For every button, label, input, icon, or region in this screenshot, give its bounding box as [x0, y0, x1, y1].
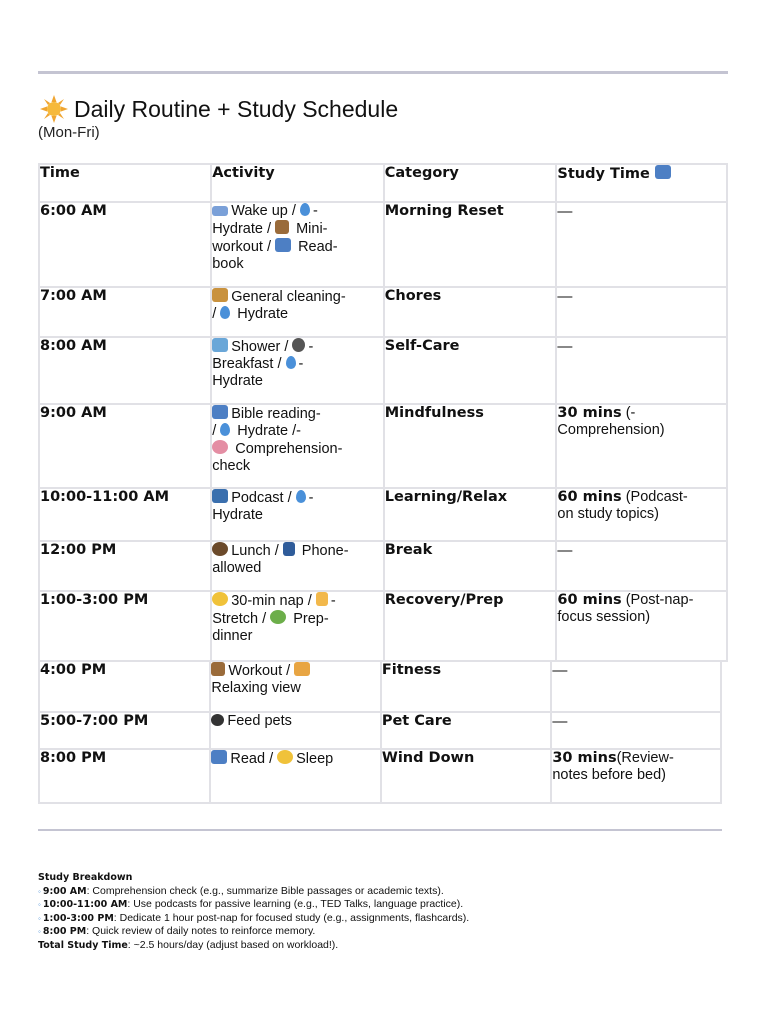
breakdown-total [38, 939, 469, 953]
row-category: Break [384, 541, 557, 591]
breakdown-time: 8:00 PM [42, 926, 87, 938]
activity-text: Bible reading- [231, 406, 321, 422]
weightlifter-icon [275, 220, 289, 234]
book-icon [655, 165, 671, 179]
study-time-value: 30 mins [557, 405, 622, 421]
row-time: 12:00 PM [39, 541, 211, 591]
water-drop-icon [300, 203, 310, 216]
breakdown-total-text: : ~2.5 hours/day (adjust based on workload!). [127, 938, 339, 951]
activity-text: check [212, 458, 251, 474]
activity-text: Hydrate /- [233, 423, 301, 439]
activity-text: - [312, 203, 318, 219]
row-time: 4:00 PM [39, 661, 210, 712]
table-row [39, 661, 721, 712]
landscape-icon [294, 662, 310, 676]
row-category: Recovery/Prep [384, 591, 557, 661]
row-activity [211, 337, 384, 404]
breakdown-time: 10:00-11:00 AM [42, 899, 128, 911]
row-category: Mindfulness [384, 404, 557, 488]
bullet-icon: ◦ [38, 927, 41, 937]
activity-text: dinner [212, 628, 253, 644]
salad-icon [270, 610, 286, 624]
header-time: Time [39, 164, 211, 202]
row-study-time [556, 337, 727, 404]
row-time: 9:00 AM [39, 404, 211, 488]
row-category: Chores [384, 287, 557, 337]
study-time-note: on study topics) [557, 506, 659, 522]
table-header-row [39, 164, 727, 202]
activity-text: - [308, 490, 314, 506]
brain-icon [212, 440, 228, 454]
row-category: Pet Care [381, 712, 551, 749]
title-row [40, 95, 398, 123]
table-row [39, 488, 727, 541]
schedule-table-upper [38, 163, 728, 662]
activity-text: / [212, 423, 221, 439]
study-time-value: 60 mins [557, 592, 622, 608]
schedule-table-lower [38, 660, 722, 804]
activity-text: - [308, 339, 314, 355]
row-time: 10:00-11:00 AM [39, 488, 211, 541]
breakdown-item [38, 912, 469, 926]
row-category: Morning Reset [384, 202, 557, 287]
breakdown-time: 1:00-3:00 PM [42, 912, 114, 924]
table-row [39, 287, 727, 337]
bullet-icon: ◦ [38, 900, 41, 910]
activity-text: Comprehension- [231, 441, 343, 457]
activity-text: Workout / [228, 663, 295, 679]
breakdown-item [38, 898, 469, 912]
row-activity [211, 541, 384, 591]
activity-text: workout / [212, 239, 276, 255]
row-activity [210, 749, 380, 803]
breakdown-text: : Quick review of daily notes to reinforce memory. [86, 925, 316, 938]
activity-text: / [212, 306, 221, 322]
activity-text: allowed [212, 560, 262, 576]
water-drop-icon [296, 490, 306, 503]
study-time-note: notes before bed) [552, 767, 666, 783]
study-time-value: 60 mins [557, 489, 622, 505]
row-study-time [556, 488, 727, 541]
activity-text: Feed pets [227, 713, 292, 729]
study-breakdown [38, 871, 469, 953]
activity-text: Podcast / [231, 490, 296, 506]
study-time-note: Comprehension) [557, 422, 665, 438]
activity-text: Read- [294, 239, 338, 255]
activity-text: Hydrate [212, 507, 263, 523]
study-time-note: (Review- [616, 750, 674, 766]
table-row [39, 712, 721, 749]
activity-text: Mini- [292, 221, 328, 237]
row-study-time [556, 404, 727, 488]
breakdown-text: : Dedicate 1 hour post-nap for focused study (e.g., assignments, flashcards). [113, 911, 470, 924]
page-title: Daily Routine + Study Schedule [74, 95, 399, 122]
activity-text: Hydrate [233, 306, 289, 322]
activity-text: Prep- [289, 611, 329, 627]
row-study-time [556, 591, 727, 661]
row-category: Fitness [381, 661, 551, 712]
breakdown-item [38, 925, 469, 939]
book-icon [275, 238, 291, 252]
bullet-icon: ◦ [38, 913, 41, 923]
book-icon [211, 750, 227, 764]
row-time: 1:00-3:00 PM [39, 591, 211, 661]
activity-text: Relaxing view [211, 680, 301, 696]
water-drop-icon [286, 356, 296, 369]
row-time: 8:00 AM [39, 337, 211, 404]
table-row [39, 337, 727, 404]
row-study-time [551, 749, 721, 803]
study-time-value: — [557, 203, 573, 220]
activity-text: Sleep [296, 751, 334, 767]
breakdown-title: Study Breakdown [38, 872, 133, 883]
study-time-value: — [552, 713, 568, 730]
activity-text: General cleaning- [231, 289, 346, 305]
study-time-value: — [557, 542, 573, 559]
study-time-value: — [557, 288, 573, 305]
row-activity [211, 591, 384, 661]
row-study-time [551, 661, 721, 712]
phone-icon [283, 542, 295, 556]
row-activity [211, 202, 384, 287]
activity-text: book [212, 256, 244, 272]
breakdown-item [38, 885, 469, 899]
activity-text: Phone- [297, 543, 349, 559]
header-study-time [556, 164, 727, 202]
bottom-divider [38, 829, 722, 831]
activity-text: Hydrate [212, 373, 263, 389]
row-category: Self-Care [384, 337, 557, 404]
study-time-note: (Post-nap- [621, 592, 694, 608]
row-time: 8:00 PM [39, 749, 210, 803]
top-divider [38, 71, 728, 74]
weightlifter-icon [211, 662, 225, 676]
activity-text: - [330, 593, 336, 609]
breakdown-total-label: Total Study Time [38, 939, 128, 951]
row-time: 7:00 AM [39, 287, 211, 337]
bowl-icon [212, 542, 228, 556]
paw-prints-icon [211, 714, 224, 726]
activity-text: Breakfast / [212, 356, 286, 372]
book-icon [212, 405, 228, 419]
row-study-time [551, 712, 721, 749]
activity-text: - [298, 356, 304, 372]
water-drop-icon [220, 306, 230, 319]
activity-text: Wake up / [231, 203, 300, 219]
row-study-time [556, 287, 727, 337]
row-activity [210, 661, 380, 712]
row-category: Learning/Relax [384, 488, 557, 541]
activity-text: Stretch / [212, 611, 271, 627]
study-time-value: — [557, 338, 573, 355]
breakdown-text: : Use podcasts for passive learning (e.g., TED Talks, language practice). [127, 898, 464, 911]
breakdown-text: : Comprehension check (e.g., summarize Bible passages or academic texts). [86, 884, 444, 897]
row-time: 5:00-7:00 PM [39, 712, 210, 749]
row-study-time [556, 541, 727, 591]
row-time: 6:00 AM [39, 202, 211, 287]
table-row [39, 749, 721, 803]
page-subtitle: (Mon-Fri) [38, 124, 100, 141]
frying-pan-icon [292, 338, 305, 352]
broom-icon [212, 288, 228, 302]
header-activity: Activity [211, 164, 384, 202]
activity-text: Shower / [231, 339, 293, 355]
table-row [39, 541, 727, 591]
table-row [39, 202, 727, 287]
study-time-value: — [552, 662, 568, 679]
sun-icon [40, 95, 68, 123]
study-time-note: (- [621, 405, 636, 421]
shower-icon [212, 338, 228, 352]
yoga-icon [316, 592, 328, 606]
row-study-time [556, 202, 727, 287]
table-row [39, 591, 727, 661]
headphones-icon [212, 489, 228, 503]
bed-icon [212, 206, 228, 216]
row-activity [211, 404, 384, 488]
sleeping-face-icon [212, 592, 228, 606]
activity-text: Lunch / [231, 543, 283, 559]
activity-text: 30-min nap / [231, 593, 316, 609]
study-time-value: 30 mins [552, 750, 617, 766]
study-time-note: (Podcast- [621, 489, 688, 505]
table-row [39, 404, 727, 488]
row-activity [211, 287, 384, 337]
row-activity [211, 488, 384, 541]
bullet-icon: ◦ [38, 886, 41, 896]
header-study-time-label: Study Time [557, 166, 650, 182]
breakdown-time: 9:00 AM [42, 885, 87, 897]
row-category: Wind Down [381, 749, 551, 803]
row-activity [210, 712, 380, 749]
activity-text: Hydrate / [212, 221, 276, 237]
water-drop-icon [220, 423, 230, 436]
header-category: Category [384, 164, 557, 202]
study-time-note: focus session) [557, 609, 651, 625]
activity-text: Read / [230, 751, 278, 767]
sleeping-face-icon [277, 750, 293, 764]
